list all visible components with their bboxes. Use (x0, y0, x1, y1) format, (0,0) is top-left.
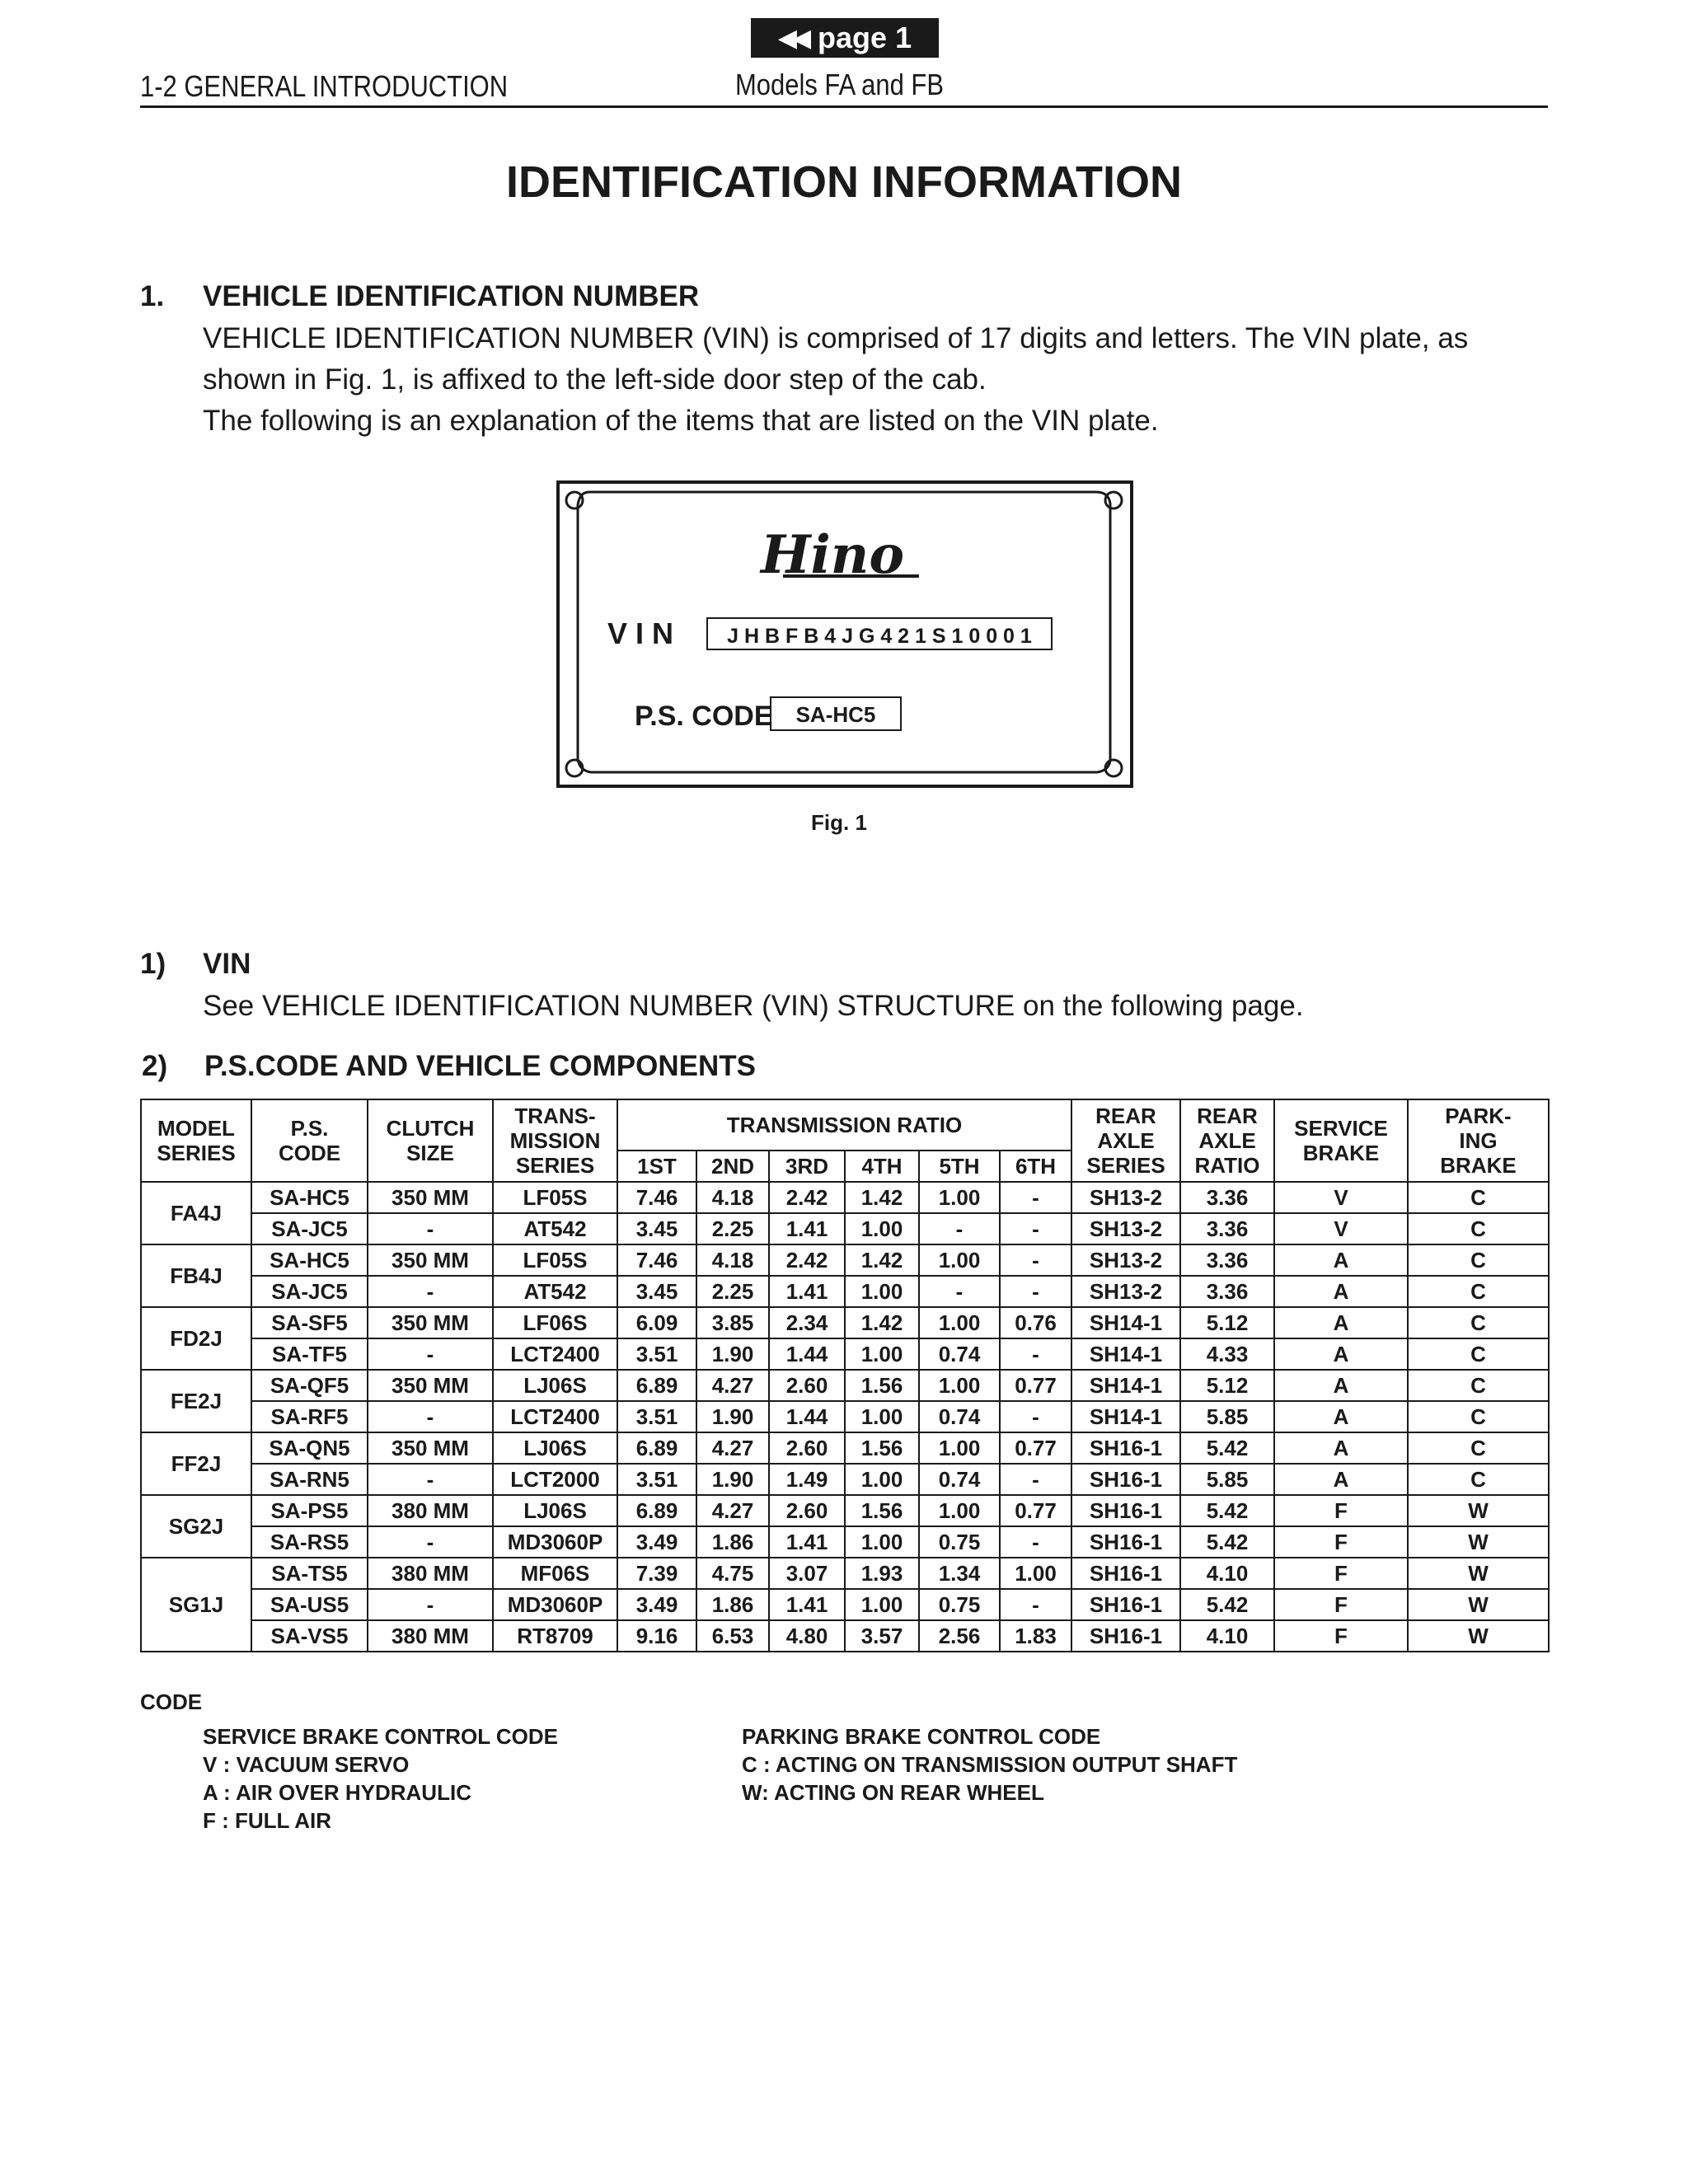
cell-parking-brake: C (1408, 1182, 1549, 1213)
cell-transmission-series: MF06S (493, 1558, 617, 1589)
cell-ratio-2nd: 4.18 (696, 1182, 769, 1213)
cell-parking-brake: W (1408, 1558, 1549, 1589)
table-row (141, 1276, 1549, 1307)
table-row (141, 1464, 1549, 1495)
cell-ratio-2nd: 4.27 (696, 1432, 769, 1464)
cell-ratio-6th: - (1000, 1526, 1071, 1558)
cell-clutch-size: 350 MM (368, 1370, 493, 1401)
cell-ps-code: SA-QN5 (251, 1432, 368, 1464)
table-row (141, 1338, 1549, 1370)
cell-ps-code: SA-QF5 (251, 1370, 368, 1401)
cell-ratio-3rd: 1.41 (769, 1589, 845, 1620)
header-transmission-series: TRANS- MISSION SERIES (493, 1099, 617, 1182)
cell-parking-brake: C (1408, 1464, 1549, 1495)
cell-ps-code: SA-US5 (251, 1589, 368, 1620)
page-title: IDENTIFICATION INFORMATION (506, 157, 1182, 207)
cell-ratio-6th: - (1000, 1182, 1071, 1213)
cell-ratio-5th: 0.74 (919, 1401, 1000, 1432)
cell-ratio-2nd: 2.25 (696, 1276, 769, 1307)
list-item: C : ACTING ON TRANSMISSION OUTPUT SHAFT (742, 1752, 1238, 1777)
cell-transmission-series: LCT2400 (493, 1401, 617, 1432)
cell-rear-axle-series: SH16-1 (1071, 1589, 1180, 1620)
cell-ratio-4th: 3.57 (845, 1620, 919, 1652)
list-item: V : VACUUM SERVO (203, 1752, 410, 1777)
cell-parking-brake: C (1408, 1307, 1549, 1338)
cell-rear-axle-series: SH14-1 (1071, 1338, 1180, 1370)
cell-ratio-1st: 3.45 (617, 1276, 696, 1307)
cell-ps-code: SA-HC5 (251, 1182, 368, 1213)
cell-ratio-5th: - (919, 1276, 1000, 1307)
cell-service-brake: F (1274, 1495, 1408, 1526)
header-rear-axle-ratio: REAR AXLE RATIO (1180, 1099, 1274, 1182)
cell-rear-axle-series: SH16-1 (1071, 1432, 1180, 1464)
list-item: F : FULL AIR (203, 1808, 331, 1833)
cell-rear-axle-ratio: 5.12 (1180, 1307, 1274, 1338)
cell-ratio-3rd: 1.41 (769, 1213, 845, 1244)
cell-ratio-5th: 1.34 (919, 1558, 1000, 1589)
cell-ps-code: SA-JC5 (251, 1276, 368, 1307)
cell-rear-axle-ratio: 5.42 (1180, 1526, 1274, 1558)
cell-ratio-4th: 1.56 (845, 1432, 919, 1464)
cell-ratio-3rd: 1.41 (769, 1526, 845, 1558)
cell-ratio-1st: 6.89 (617, 1495, 696, 1526)
cell-ratio-3rd: 1.41 (769, 1276, 845, 1307)
vin-value: J H B F B 4 J G 4 2 1 S 1 0 0 0 1 (727, 625, 1032, 648)
cell-parking-brake: W (1408, 1495, 1549, 1526)
subsection-1-number: 1) (140, 948, 166, 980)
cell-ratio-2nd: 3.85 (696, 1307, 769, 1338)
cell-ratio-1st: 3.49 (617, 1526, 696, 1558)
cell-ratio-1st: 3.45 (617, 1213, 696, 1244)
vin-plate-figure (556, 480, 1133, 788)
cell-ratio-3rd: 1.44 (769, 1401, 845, 1432)
cell-model-series: SG1J (141, 1558, 251, 1652)
cell-ratio-3rd: 2.60 (769, 1432, 845, 1464)
table-header-row (141, 1099, 1549, 1151)
cell-service-brake: A (1274, 1338, 1408, 1370)
cell-parking-brake: C (1408, 1244, 1549, 1276)
cell-ratio-6th: - (1000, 1276, 1071, 1307)
cell-ratio-6th: 0.77 (1000, 1495, 1071, 1526)
cell-ratio-1st: 6.09 (617, 1307, 696, 1338)
cell-parking-brake: C (1408, 1338, 1549, 1370)
parking-brake-code-heading: PARKING BRAKE CONTROL CODE (742, 1724, 1101, 1749)
cell-ratio-4th: 1.00 (845, 1276, 919, 1307)
header-gear-4th: 4TH (845, 1151, 919, 1182)
cell-clutch-size: - (368, 1338, 493, 1370)
cell-rear-axle-ratio: 3.36 (1180, 1182, 1274, 1213)
cell-ps-code: SA-TF5 (251, 1338, 368, 1370)
cell-ratio-2nd: 1.90 (696, 1464, 769, 1495)
cell-ps-code: SA-HC5 (251, 1244, 368, 1276)
cell-ratio-5th: - (919, 1213, 1000, 1244)
table-row (141, 1589, 1549, 1620)
cell-ratio-6th: 1.00 (1000, 1558, 1071, 1589)
cell-ratio-2nd: 1.90 (696, 1338, 769, 1370)
header-gear-5th: 5TH (919, 1151, 1000, 1182)
cell-transmission-series: MD3060P (493, 1589, 617, 1620)
table-body (141, 1182, 1549, 1652)
cell-rear-axle-ratio: 5.12 (1180, 1370, 1274, 1401)
subsection-2-title: P.S.CODE AND VEHICLE COMPONENTS (204, 1050, 756, 1082)
cell-service-brake: A (1274, 1464, 1408, 1495)
header-ps-code: P.S. CODE (251, 1099, 368, 1182)
cell-clutch-size: 380 MM (368, 1558, 493, 1589)
cell-ratio-3rd: 2.42 (769, 1244, 845, 1276)
cell-service-brake: F (1274, 1558, 1408, 1589)
cell-ratio-2nd: 4.27 (696, 1370, 769, 1401)
running-header-section: 1-2 GENERAL INTRODUCTION (140, 69, 509, 103)
cell-transmission-series: LF06S (493, 1307, 617, 1338)
cell-ratio-6th: 1.83 (1000, 1620, 1071, 1652)
table-row (141, 1558, 1549, 1589)
cell-ps-code: SA-TS5 (251, 1558, 368, 1589)
cell-parking-brake: W (1408, 1620, 1549, 1652)
cell-model-series: FE2J (141, 1370, 251, 1432)
components-table (140, 1099, 1550, 1652)
cell-ps-code: SA-PS5 (251, 1495, 368, 1526)
table-row (141, 1620, 1549, 1652)
cell-clutch-size: - (368, 1213, 493, 1244)
cell-service-brake: V (1274, 1213, 1408, 1244)
cell-ratio-2nd: 1.86 (696, 1589, 769, 1620)
cell-rear-axle-series: SH16-1 (1071, 1526, 1180, 1558)
table-row (141, 1307, 1549, 1338)
cell-rear-axle-ratio: 4.10 (1180, 1558, 1274, 1589)
cell-ratio-2nd: 4.27 (696, 1495, 769, 1526)
cell-rear-axle-ratio: 3.36 (1180, 1213, 1274, 1244)
cell-rear-axle-ratio: 4.10 (1180, 1620, 1274, 1652)
cell-ratio-4th: 1.93 (845, 1558, 919, 1589)
cell-service-brake: A (1274, 1432, 1408, 1464)
cell-ratio-3rd: 1.44 (769, 1338, 845, 1370)
cell-ratio-5th: 1.00 (919, 1370, 1000, 1401)
cell-ratio-3rd: 3.07 (769, 1558, 845, 1589)
cell-rear-axle-series: SH13-2 (1071, 1213, 1180, 1244)
cell-service-brake: A (1274, 1370, 1408, 1401)
table-row (141, 1182, 1549, 1213)
cell-parking-brake: C (1408, 1370, 1549, 1401)
cell-clutch-size: 380 MM (368, 1620, 493, 1652)
cell-ratio-4th: 1.42 (845, 1182, 919, 1213)
cell-ratio-4th: 1.00 (845, 1589, 919, 1620)
vin-label: V I N (607, 616, 674, 650)
header-clutch-size: CLUTCH SIZE (368, 1099, 493, 1182)
section-title: VEHICLE IDENTIFICATION NUMBER (203, 280, 700, 312)
cell-ps-code: SA-RN5 (251, 1464, 368, 1495)
cell-parking-brake: W (1408, 1589, 1549, 1620)
cell-ratio-4th: 1.00 (845, 1338, 919, 1370)
cell-ratio-5th: 1.00 (919, 1244, 1000, 1276)
cell-ratio-5th: 0.75 (919, 1589, 1000, 1620)
figure-caption: Fig. 1 (811, 810, 867, 835)
cell-ratio-6th: - (1000, 1589, 1071, 1620)
parking-brake-code-list (742, 1722, 1237, 1807)
header-rule (140, 105, 1548, 108)
cell-transmission-series: LF05S (493, 1244, 617, 1276)
cell-ratio-2nd: 4.75 (696, 1558, 769, 1589)
header-model-series: MODEL SERIES (141, 1099, 251, 1182)
page-nav-label: page 1 (818, 21, 912, 54)
header-gear-3rd: 3RD (769, 1151, 845, 1182)
cell-clutch-size: 350 MM (368, 1182, 493, 1213)
cell-ratio-1st: 7.46 (617, 1182, 696, 1213)
cell-ps-code: SA-VS5 (251, 1620, 368, 1652)
cell-ratio-2nd: 1.90 (696, 1401, 769, 1432)
cell-service-brake: A (1274, 1401, 1408, 1432)
cell-ratio-1st: 3.51 (617, 1401, 696, 1432)
cell-parking-brake: C (1408, 1432, 1549, 1464)
cell-clutch-size: 350 MM (368, 1307, 493, 1338)
header-parking-brake: PARK- ING BRAKE (1408, 1099, 1549, 1182)
cell-ratio-1st: 3.51 (617, 1338, 696, 1370)
cell-service-brake: F (1274, 1620, 1408, 1652)
cell-rear-axle-series: SH16-1 (1071, 1558, 1180, 1589)
table-row (141, 1213, 1549, 1244)
cell-ratio-4th: 1.56 (845, 1370, 919, 1401)
cell-clutch-size: - (368, 1464, 493, 1495)
cell-clutch-size: - (368, 1526, 493, 1558)
cell-rear-axle-series: SH14-1 (1071, 1370, 1180, 1401)
cell-ratio-5th: 1.00 (919, 1432, 1000, 1464)
cell-ratio-3rd: 2.42 (769, 1182, 845, 1213)
cell-rear-axle-series: SH13-2 (1071, 1182, 1180, 1213)
cell-ratio-1st: 6.89 (617, 1370, 696, 1401)
cell-service-brake: A (1274, 1244, 1408, 1276)
subsection-1-text: See VEHICLE IDENTIFICATION NUMBER (VIN) STRUCTURE on the following page. (203, 990, 1304, 1022)
cell-ratio-2nd: 6.53 (696, 1620, 769, 1652)
cell-ratio-5th: 1.00 (919, 1495, 1000, 1526)
section-number: 1. (140, 280, 165, 312)
cell-transmission-series: LJ06S (493, 1495, 617, 1526)
cell-transmission-series: AT542 (493, 1276, 617, 1307)
cell-ratio-2nd: 1.86 (696, 1526, 769, 1558)
cell-ratio-2nd: 2.25 (696, 1213, 769, 1244)
table-row (141, 1495, 1549, 1526)
hino-logo: Hino (761, 524, 904, 586)
cell-rear-axle-ratio: 5.42 (1180, 1432, 1274, 1464)
cell-transmission-series: LJ06S (493, 1370, 617, 1401)
service-brake-code-list (203, 1722, 558, 1835)
running-header-models: Models FA and FB (735, 68, 944, 101)
section-paragraph-1: VEHICLE IDENTIFICATION NUMBER (VIN) is comprised of 17 digits and letters. The VIN plate, as shown in Fig. 1, is affixed to the left-side door step of the cab. (203, 322, 1469, 396)
cell-ratio-4th: 1.00 (845, 1526, 919, 1558)
cell-parking-brake: C (1408, 1276, 1549, 1307)
cell-service-brake: F (1274, 1526, 1408, 1558)
cell-model-series: SG2J (141, 1495, 251, 1558)
cell-ps-code: SA-RS5 (251, 1526, 368, 1558)
cell-ratio-6th: - (1000, 1244, 1071, 1276)
cell-ratio-6th: - (1000, 1338, 1071, 1370)
back-arrows-icon: ◀◀ (777, 24, 807, 52)
table-row (141, 1370, 1549, 1401)
cell-clutch-size: 350 MM (368, 1432, 493, 1464)
cell-model-series: FA4J (141, 1182, 251, 1244)
cell-ratio-3rd: 2.60 (769, 1370, 845, 1401)
cell-rear-axle-series: SH16-1 (1071, 1495, 1180, 1526)
cell-clutch-size: - (368, 1589, 493, 1620)
ps-code-label: P.S. CODE (635, 701, 773, 732)
cell-ratio-5th: 0.75 (919, 1526, 1000, 1558)
cell-ratio-6th: 0.77 (1000, 1432, 1071, 1464)
list-item: A : AIR OVER HYDRAULIC (203, 1780, 471, 1805)
cell-rear-axle-ratio: 5.42 (1180, 1589, 1274, 1620)
cell-rear-axle-ratio: 5.85 (1180, 1401, 1274, 1432)
cell-transmission-series: LJ06S (493, 1432, 617, 1464)
cell-rear-axle-ratio: 5.85 (1180, 1464, 1274, 1495)
header-transmission-ratio: TRANSMISSION RATIO (617, 1099, 1071, 1151)
table-row (141, 1244, 1549, 1276)
cell-service-brake: F (1274, 1589, 1408, 1620)
header-gear-1st: 1ST (617, 1151, 696, 1182)
cell-transmission-series: MD3060P (493, 1526, 617, 1558)
cell-transmission-series: RT8709 (493, 1620, 617, 1652)
cell-service-brake: V (1274, 1182, 1408, 1213)
cell-parking-brake: C (1408, 1213, 1549, 1244)
cell-rear-axle-ratio: 3.36 (1180, 1276, 1274, 1307)
cell-ratio-3rd: 4.80 (769, 1620, 845, 1652)
cell-ratio-4th: 1.42 (845, 1244, 919, 1276)
cell-rear-axle-series: SH16-1 (1071, 1464, 1180, 1495)
cell-ratio-3rd: 2.60 (769, 1495, 845, 1526)
table-row (141, 1432, 1549, 1464)
cell-rear-axle-ratio: 4.33 (1180, 1338, 1274, 1370)
cell-ratio-5th: 2.56 (919, 1620, 1000, 1652)
cell-rear-axle-series: SH16-1 (1071, 1620, 1180, 1652)
cell-rear-axle-series: SH13-2 (1071, 1276, 1180, 1307)
cell-ratio-1st: 6.89 (617, 1432, 696, 1464)
service-brake-code-heading: SERVICE BRAKE CONTROL CODE (203, 1724, 558, 1749)
cell-rear-axle-series: SH13-2 (1071, 1244, 1180, 1276)
table-row (141, 1401, 1549, 1432)
code-legend-title: CODE (140, 1690, 203, 1714)
cell-ratio-2nd: 4.18 (696, 1244, 769, 1276)
cell-ratio-3rd: 1.49 (769, 1464, 845, 1495)
header-service-brake: SERVICE BRAKE (1274, 1099, 1408, 1182)
header-rear-axle-series: REAR AXLE SERIES (1071, 1099, 1180, 1182)
subsection-2-number: 2) (142, 1050, 168, 1082)
cell-ratio-6th: - (1000, 1401, 1071, 1432)
cell-ratio-1st: 7.46 (617, 1244, 696, 1276)
cell-rear-axle-ratio: 5.42 (1180, 1495, 1274, 1526)
list-item: W: ACTING ON REAR WHEEL (742, 1780, 1044, 1805)
cell-transmission-series: LF05S (493, 1182, 617, 1213)
cell-ratio-1st: 3.51 (617, 1464, 696, 1495)
cell-transmission-series: AT542 (493, 1213, 617, 1244)
subsection-1-title: VIN (203, 948, 251, 980)
cell-model-series: FD2J (141, 1307, 251, 1370)
cell-model-series: FB4J (141, 1244, 251, 1307)
cell-rear-axle-series: SH14-1 (1071, 1307, 1180, 1338)
cell-parking-brake: W (1408, 1526, 1549, 1558)
cell-ratio-6th: - (1000, 1213, 1071, 1244)
cell-ratio-5th: 1.00 (919, 1307, 1000, 1338)
cell-clutch-size: - (368, 1276, 493, 1307)
cell-parking-brake: C (1408, 1401, 1549, 1432)
cell-ratio-4th: 1.00 (845, 1401, 919, 1432)
table-row (141, 1526, 1549, 1558)
cell-service-brake: A (1274, 1307, 1408, 1338)
cell-ratio-1st: 3.49 (617, 1589, 696, 1620)
cell-ps-code: SA-SF5 (251, 1307, 368, 1338)
cell-ps-code: SA-JC5 (251, 1213, 368, 1244)
page-nav-button[interactable] (751, 18, 939, 58)
cell-service-brake: A (1274, 1276, 1408, 1307)
cell-rear-axle-ratio: 3.36 (1180, 1244, 1274, 1276)
cell-model-series: FF2J (141, 1432, 251, 1495)
cell-transmission-series: LCT2400 (493, 1338, 617, 1370)
cell-ratio-5th: 0.74 (919, 1464, 1000, 1495)
cell-ratio-1st: 7.39 (617, 1558, 696, 1589)
cell-ratio-4th: 1.42 (845, 1307, 919, 1338)
cell-clutch-size: - (368, 1401, 493, 1432)
ps-code-value: SA-HC5 (795, 702, 876, 727)
cell-ratio-6th: - (1000, 1464, 1071, 1495)
cell-clutch-size: 350 MM (368, 1244, 493, 1276)
header-gear-6th: 6TH (1000, 1151, 1071, 1182)
header-gear-2nd: 2ND (696, 1151, 769, 1182)
cell-transmission-series: LCT2000 (493, 1464, 617, 1495)
cell-ratio-1st: 9.16 (617, 1620, 696, 1652)
cell-ratio-6th: 0.76 (1000, 1307, 1071, 1338)
section-paragraph-2: The following is an explanation of the items that are listed on the VIN plate. (203, 405, 1159, 437)
cell-ratio-4th: 1.00 (845, 1464, 919, 1495)
cell-ratio-5th: 0.74 (919, 1338, 1000, 1370)
cell-ratio-4th: 1.00 (845, 1213, 919, 1244)
cell-ratio-4th: 1.56 (845, 1495, 919, 1526)
cell-ratio-6th: 0.77 (1000, 1370, 1071, 1401)
cell-ps-code: SA-RF5 (251, 1401, 368, 1432)
cell-ratio-5th: 1.00 (919, 1182, 1000, 1213)
cell-ratio-3rd: 2.34 (769, 1307, 845, 1338)
cell-rear-axle-series: SH14-1 (1071, 1401, 1180, 1432)
cell-clutch-size: 380 MM (368, 1495, 493, 1526)
